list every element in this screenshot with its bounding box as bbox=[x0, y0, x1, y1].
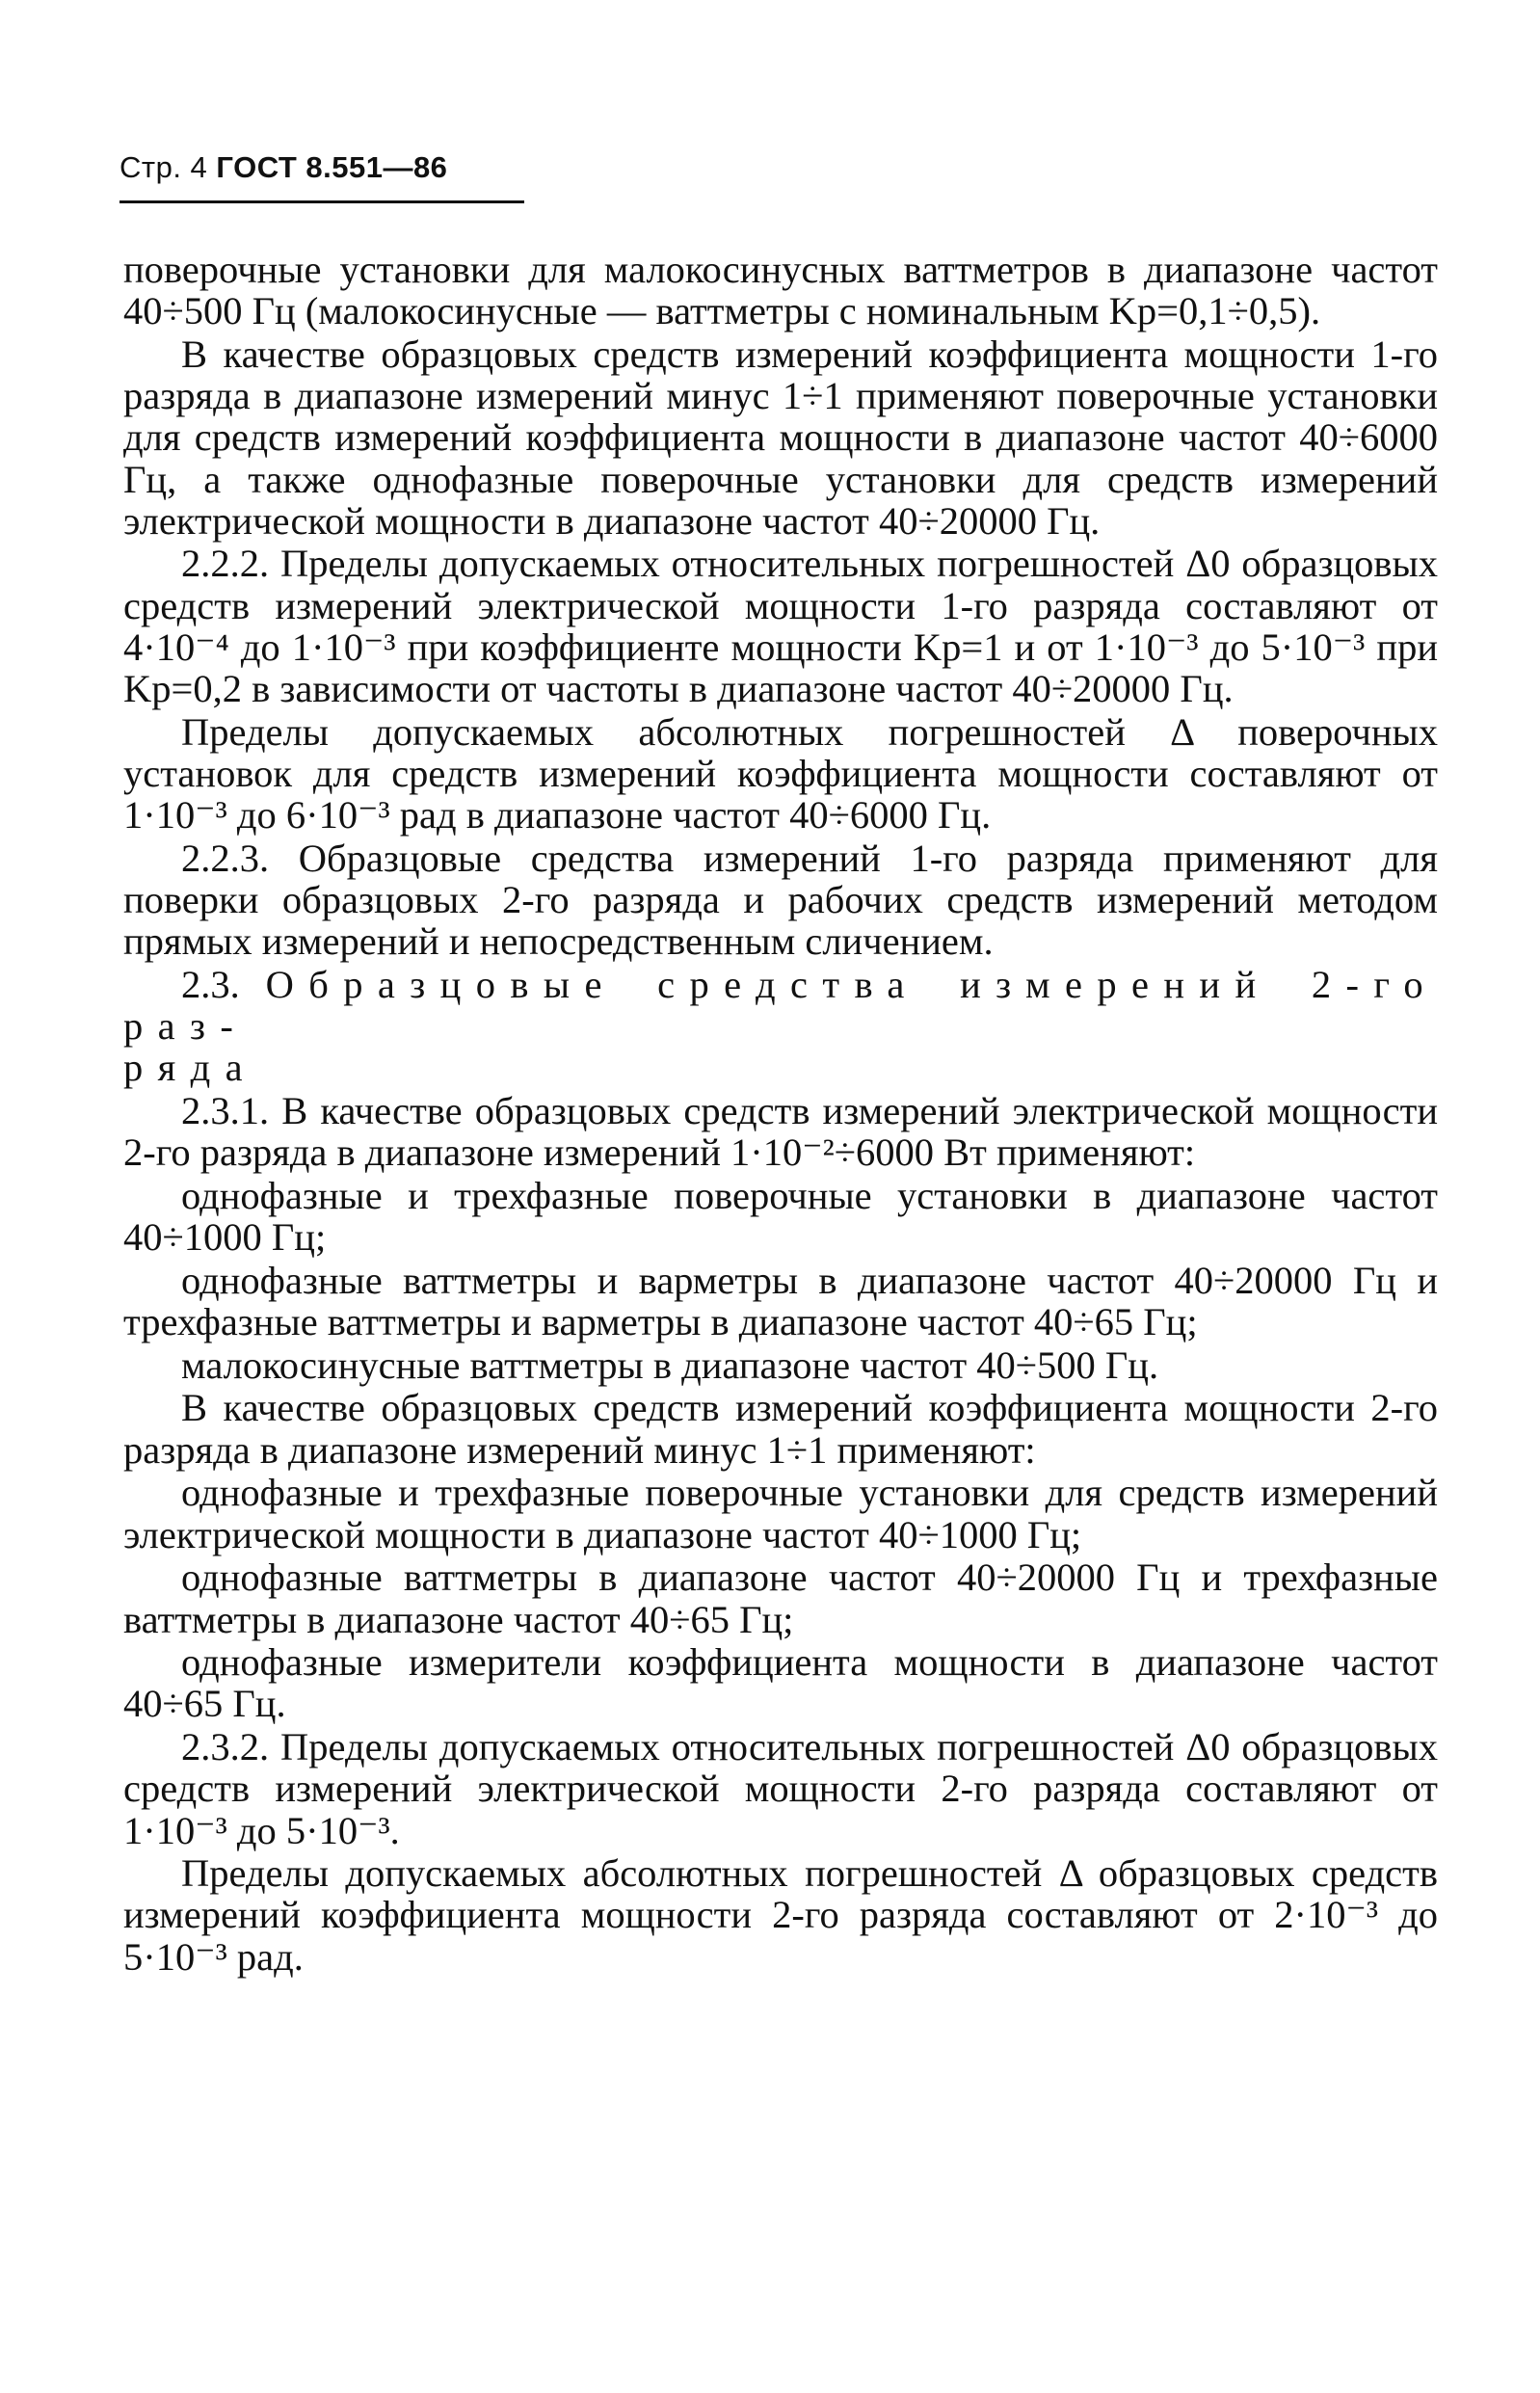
paragraph-3: 2.2.2. Пределы допускаемых относительных погрешностей Δ0 образцовых средств измерений электрической мощности 1-го разряда составляют от 4·10⁻⁴ до 1·10⁻³ при коэффициенте мощности Kp=1 и от 1·10⁻³ до 5·10⁻³ при Kp=0,2 в зависимости от частоты в диапазоне частот 40÷20000 Гц. bbox=[123, 542, 1438, 711]
paragraph-14: однофазные измерители коэффициента мощности в диапазоне частот 40÷65 Гц. bbox=[123, 1640, 1438, 1726]
standard-code: ГОСТ 8.551—86 bbox=[216, 150, 448, 184]
section-title-tail: ряда bbox=[123, 1046, 258, 1090]
page-header bbox=[119, 150, 447, 185]
section-heading-2-3 bbox=[123, 964, 1438, 1089]
paragraph-15: 2.3.2. Пределы допускаемых относительных погрешностей Δ0 образцовых средств измерений электрической мощности 2-го разряда составляют от 1·10⁻³ до 5·10⁻³. bbox=[123, 1725, 1438, 1852]
paragraph-2: В качестве образцовых средств измерений коэффициента мощности 1-го разряда в диапазоне измерений минус 1÷1 применяют поверочные установки для средств измерений коэффициента мощности в диапазоне частот 40÷6000 Гц, а также однофазные поверочные установки для средств измерений электрической мощности в диапазоне частот 40÷20000 Гц. bbox=[123, 332, 1438, 543]
paragraph-10: малокосинусные ваттметры в диапазоне частот 40÷500 Гц. bbox=[181, 1343, 1159, 1387]
paragraph-16: Пределы допускаемых абсолютных погрешностей Δ образцовых средств измерений коэффициента мощности 2-го разряда составляют от 2·10⁻³ до 5·10⁻³ рад. bbox=[123, 1851, 1438, 1979]
paragraph-12: однофазные и трехфазные поверочные установки для средств измерений электрической мощности в диапазоне частот 40÷1000 Гц; bbox=[123, 1471, 1438, 1556]
paragraph-5: 2.2.3. Образцовые средства измерений 1-го разряда применяют для поверки образцовых 2-го разряда и рабочих средств измерений методом прямых измерений и непосредственным сличением. bbox=[123, 836, 1438, 964]
document-body bbox=[123, 249, 1438, 1979]
paragraph-8: однофазные и трехфазные поверочные установки в диапазоне частот 40÷1000 Гц; bbox=[123, 1173, 1438, 1260]
section-number: 2.3. bbox=[181, 962, 240, 1006]
paragraph-11: В качестве образцовых средств измерений коэффициента мощности 2-го разряда в диапазоне измерений минус 1÷1 применяют: bbox=[123, 1386, 1438, 1472]
paragraph-9: однофазные ваттметры и варметры в диапазоне частот 40÷20000 Гц и трехфазные ваттметры и варметры в диапазоне частот 40÷65 Гц; bbox=[123, 1258, 1438, 1344]
page-number: Стр. 4 bbox=[119, 150, 208, 184]
section-title: Образцовые средства измерений 2-го раз- bbox=[123, 962, 1438, 1049]
paragraph-13: однофазные ваттметры в диапазоне частот 40÷20000 Гц и трехфазные ваттметры в диапазоне частот 40÷65 Гц; bbox=[123, 1555, 1438, 1641]
paragraph-1: поверочные установки для малокосинусных ваттметров в диапазоне частот 40÷500 Гц (малокосинусные — ваттметры с номинальным Kp=0,1÷0,5). bbox=[123, 248, 1438, 333]
paragraph-4: Пределы допускаемых абсолютных погрешностей Δ поверочных установок для средств измерений коэффициента мощности составляют от 1·10⁻³ до 6·10⁻³ рад в диапазоне частот 40÷6000 Гц. bbox=[123, 709, 1438, 838]
header-divider bbox=[119, 200, 524, 203]
paragraph-7: 2.3.1. В качестве образцовых средств измерений электрической мощности 2-го разряда в диапазоне измерений 1·10⁻²÷6000 Вт применяют: bbox=[123, 1089, 1438, 1175]
